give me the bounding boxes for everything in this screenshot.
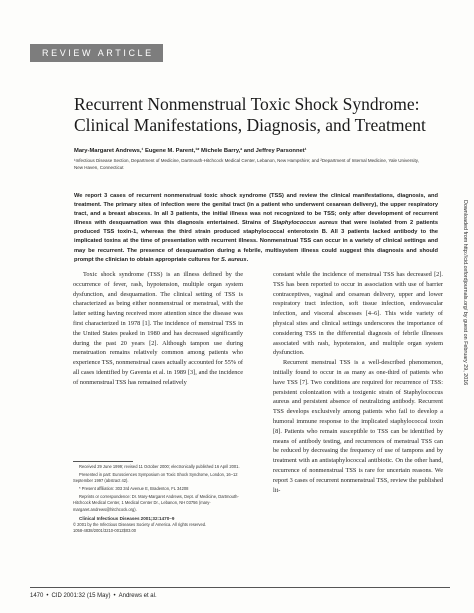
separator-bullet: • [113, 593, 116, 599]
article-title [74, 94, 444, 136]
abstract-text-middle: that were isolated from 2 patients produced TSS toxin-1, whereas the third strain produced staphylococcal enterotoxin B. All 3 patients lacked antibody to the implicated toxins at the time of presentation with recurrent illness. Nonmenstrual TSS can occur in a variety of clinical settings and may be recurrent. The presence of desquamation during a febrile, multisystem illness could suggest this diagnosis and should prompt the clinician to obtain appropriate cultures for [74, 220, 438, 263]
abstract-text-lead: We report 3 cases of recurrent nonmenstrual toxic shock syndrome (TSS) and review the clinical manifestations, diagnosis, and treatment. The primary sites of infection were the genital tract (in a patient who underwent cesarean delivery), the upper respiratory tract, and a breast abscess. In all 3 patients, the initial illness was not recognized to be TSS; only after development of recurrent illness with desquamation was this diagnosis entertained. Strains of [74, 193, 438, 227]
issn: 1058-4838/2001/3210-0012$03.00 [73, 527, 137, 533]
body-paragraph: Recurrent menstrual TSS is a well-described phenomenon, initially found to occur in as many as one-third of patients who have TSS [7]. Two conditions are required for recurrence of TSS: persistent colonization with a toxigenic strain of Staphylococcus aureus and persistent absence of neutralizing antibody. Recurrent TSS develops exclusively among patients who fail to develop a humoral immune response to the implicated staphylococcal toxin [8]. Patients who remain susceptible to TSS can be identified by means of antibody testing, and recurrences of menstrual TSS can be reduced by decreasing the frequency of use of tampons and by treatment with an antistaphylococcal antibiotic. On the other hand, recurrence of nonmenstrual TSS is rare for uncertain reasons. We report 3 cases of recurrent nonmenstrual TSS, review the published lit- [273, 359, 443, 494]
footnote-divider [73, 461, 133, 462]
footnote-correspondence: Reprints or correspondence: Dr. Mary-Margaret Andrews, Dept. of Medicine, Dartmouth-Hitchcock Medical Center, 1 Medical Center Dr., Lebanon, NH 03756 (mary-margaret.andrews@hitchcock.org). [73, 494, 239, 512]
download-watermark [460, 200, 470, 470]
title-line-1: Recurrent Nonmenstrual Toxic Shock Syndrome: [74, 94, 420, 114]
footer-divider [30, 587, 450, 588]
footer-authors: Andrews et al. [118, 593, 157, 599]
abstract-text-tail: . [246, 256, 249, 263]
author-list: Mary-Margaret Andrews,¹ Eugene M. Parent,¹* Michele Barry,² and Jeffrey Parsonnet¹ [74, 148, 307, 154]
journal-name: Clinical Infectious Diseases [79, 515, 140, 521]
abstract-organism-abbrev: S. aureus [220, 256, 247, 263]
author-affiliations: ¹Infectious Disease Section, Department of Medicine, Dartmouth-Hitchcock Medical Center, Lebanon, New Hampshire; and ²Department of Internal Medicine, Yale University, New Haven, Connecticut [74, 158, 419, 170]
copyright-notice: © 2001 by the Infectious Diseases Society of America. All rights reserved. [73, 521, 207, 527]
body-paragraph: Toxic shock syndrome (TSS) is an illness defined by the occurrence of fever, rash, hypotension, multiple organ system dysfunction, and desquamation. The clinical setting of TSS is characterized as being either nonmenstrual or menstrual, with the latter setting having received more attention since the disease was first characterized in 1978 [1]. The incidence of menstrual TSS in the United States peaked in 1980 and has decreased significantly during the past 20 years [2]. Although tampon use during menstruation remains relatively common among patients who experience TSS, nonmenstrual cases actually accounted for 55% of all cases identified by Gaventa et al. in 1989 [3], and the incidence of nonmenstrual TSS has remained relatively [73, 271, 243, 386]
section-tag: REVIEW ARTICLE [30, 44, 163, 62]
body-column-right [273, 270, 443, 495]
footnote-present-affiliation: * Present affiliation: 303 3rd Avenue E, Bradenton, FL 34208 [79, 486, 189, 492]
footer-journal: CID 2001:32 (15 May) [51, 593, 111, 599]
title-line-2: Clinical Manifestations, Diagnosis, and Treatment [74, 115, 426, 135]
footnotes [73, 464, 245, 536]
page-number: 1470 [30, 593, 44, 599]
body-column-left [73, 270, 243, 388]
separator-bullet: • [46, 593, 49, 599]
footnote-received: Received 29 June 1999; revised 11 October 2000; electronically published 16 April 2001. [79, 464, 240, 469]
abstract-organism-name: Staphylococcus aureus [272, 220, 338, 227]
body-paragraph: constant while the incidence of menstrual TSS has decreased [2]. TSS has been reported to occur in association with use of barrier contraceptives, vaginal and cesarean delivery, upper and lower respiratory tract infection, soft tissue infection, endovascular infection, and visceral abscesses [4–6]. This wide variety of physical sites and clinical settings underscores the importance of considering TSS in the differential diagnosis of febrile illnesses associated with rash, hypotension, and multiple organ system dysfunction. [273, 271, 443, 357]
journal-info [73, 516, 245, 534]
abstract [74, 192, 438, 265]
footnote-presented: Presented in part: Eurosciences Symposium on Toxic Shock Syndrome, London, 16–12 September 1997 (abstract 42). [73, 472, 238, 484]
page-footer [30, 592, 280, 601]
journal-citation: 2001;32:1470–9 [140, 515, 175, 521]
download-note-text: Downloaded from http://cid.oxfordjournals.org/ by guest on February 29, 2016 [462, 200, 468, 386]
